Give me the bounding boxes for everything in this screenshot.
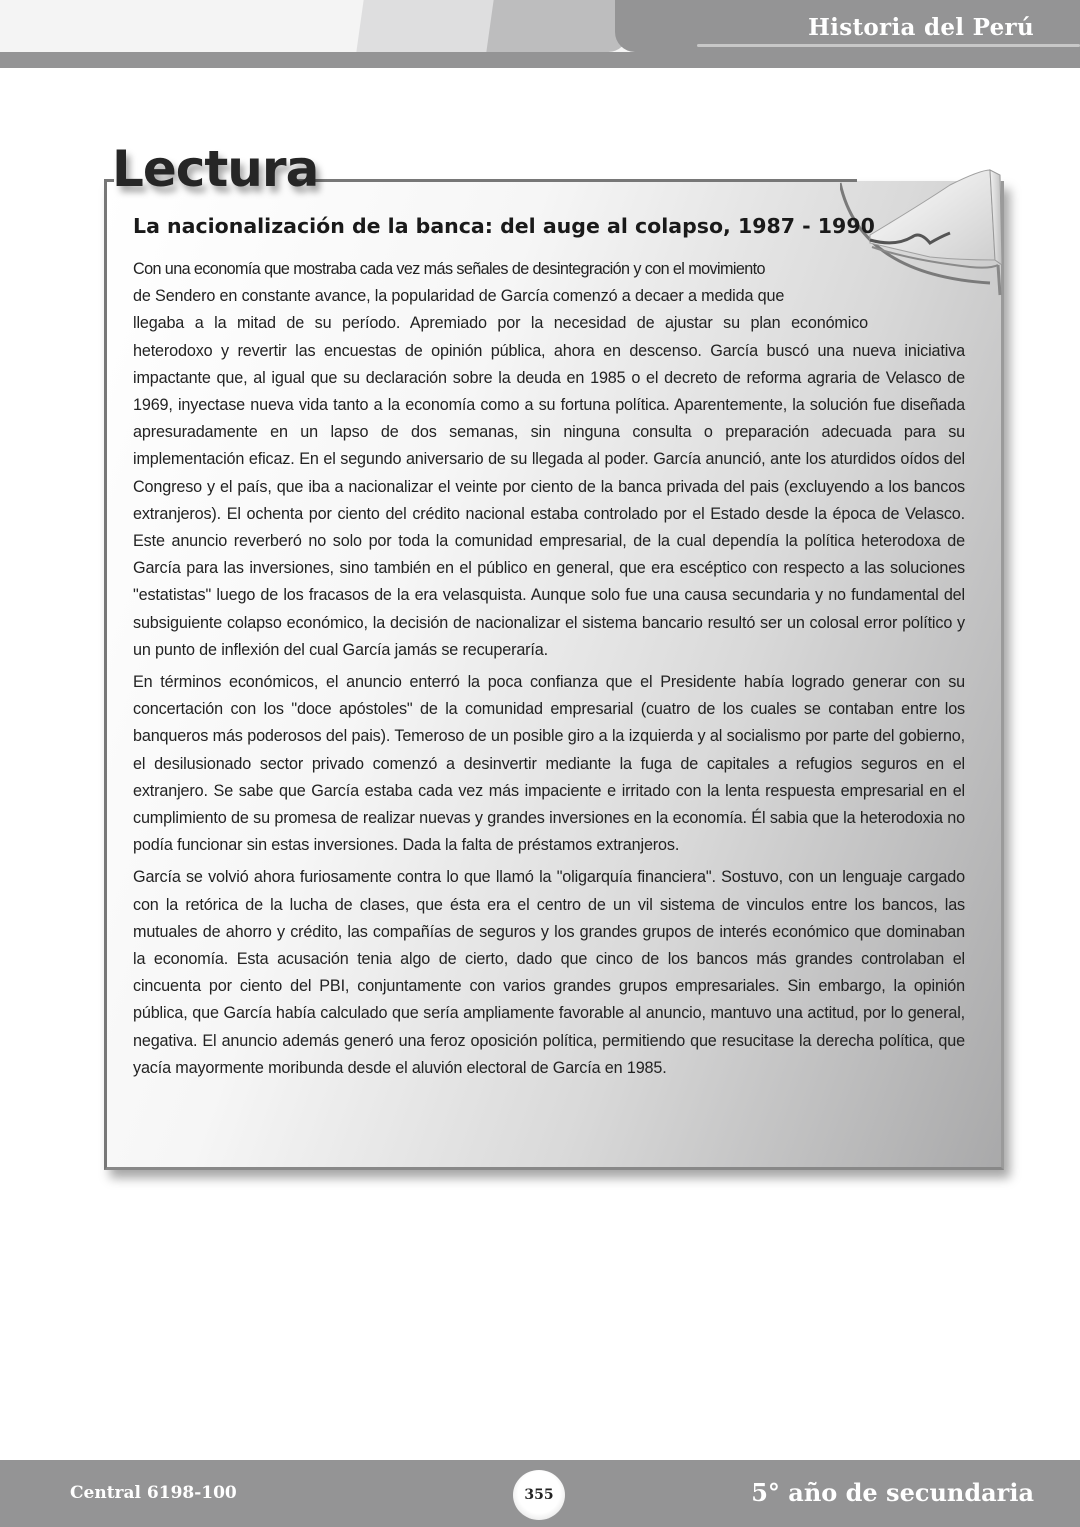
contact-phone: Central 6198-100 (70, 1483, 237, 1503)
paragraph-1-line-2: de Sendero en constante avance, la popularidad de García comenzó a decaer a medida que (133, 287, 785, 306)
article-body (133, 256, 965, 1087)
header-stripe-mid (486, 0, 633, 52)
subject-title: Historia del Perú (808, 14, 1034, 41)
section-label: Lectura (112, 140, 319, 198)
page-number: 355 (524, 1487, 554, 1503)
article-title: La nacionalización de la banca: del auge al colapso, 1987 - 1990 (133, 214, 875, 238)
paragraph-1-line-1: Con una economía que mostraba cada vez más señales de desintegración y con el movimiento (133, 260, 765, 278)
paragraph-1 (133, 256, 965, 664)
page-number-badge (513, 1470, 565, 1520)
header-underline (697, 44, 1080, 47)
paragraph-3: García se volvió ahora furiosamente contra lo que llamó la "oligarquía financiera". Sostuvo, con un lenguaje cargado con la retórica de la lucha de clases, que ésta era el centro de un vil sistema de vinculos entre los bancos, las mutuales de ahorro y crédito, las compañías de seguros y los grandes grupos de interés económico que dominaban la economía. Esta acusación tenia algo de cierto, dado que cinco de los bancos más grandes controlaban el cincuenta por ciento del PBI, conjuntamente con varios grandes grupos empresariales. Sin embargo, la opinión pública, que García había calculado que sería ampliamente favorable al anuncio, mantuvo una actitud, por lo general, negativa. El anuncio además generó una feroz oposición política, permitiendo que resucitase la derecha política, que yacía mayormente moribunda desde el aluvión electoral de García en 1985. (133, 868, 965, 1077)
paragraph-1-line-3: llegaba a la mitad de su período. Apremiado por la necesidad de ajustar su plan económico (133, 314, 868, 333)
paragraph-1-rest: heterodoxo y revertir las encuestas de opinión pública, ahora en descenso. García buscó una nueva iniciativa impactante que, al igual que su declaración sobre la deuda en 1985 o el decreto de reforma agraria de Velasco de 1969, inyectase nueva vida tanto a la economía como a su fortuna política. Aparentemente, la solución fue diseñada apresuradamente en un lapso de dos semanas, sin ninguna consulta o preparación adecuada para su implementación eficaz. En el segundo aniversario de su llegada al poder. García anunció, ante los aturdidos oídos del Congreso y el país, que iba a nacionalizar el veinte por ciento de la banca privada del pais (excluyendo a los bancos extranjeros). El ochenta por ciento del crédito nacional estaba controlado por el Estado desde la época de Velasco. Este anuncio reverberó no solo por toda la comunidad empresarial, de la cual dependía la política heterodoxa de García para las inversiones, sino también en el público en general, que era escéptico con respecto a las soluciones "estatistas" luego de los fracasos de la era velasquista. Aunque solo fue una causa secundaria y no fundamental del subsiguiente colapso económico, la decisión de nacionalizar el sistema bancario resultó ser un colosal error político y un punto de inflexión del cual García jamás se recuperaría. (133, 341, 965, 659)
grade-label: 5° año de secundaria (751, 1478, 1034, 1507)
page-footer (0, 1460, 1080, 1527)
header-bar (0, 52, 1080, 68)
box-top-border (297, 179, 857, 182)
header-stripe-light (356, 0, 503, 52)
page-header (0, 0, 1080, 68)
paragraph-2: En términos económicos, el anuncio enterró la poca confianza que el Presidente había logrado generar con su concertación con los "doce apóstoles" de la comunidad empresarial (cuatro de los cuales se contaban entre los banqueros más poderosos del pais). Temeroso de un posible giro a la izquierda y al socialismo por parte del gobierno, el desilusionado sector privado comenzó a desinvertir mediante la fuga de capitales a refugios seguros en el extranjero. Se sabe que García estaba cada vez más impaciente e irritado con la lenta respuesta empresarial en el cumplimiento de su promesa de realizar nuevas y grandes inversiones en la economía. Él sabia que la heterodoxia no podía funcionar sin estas inversiones. Dada la falta de préstamos extranjeros. (133, 673, 965, 855)
